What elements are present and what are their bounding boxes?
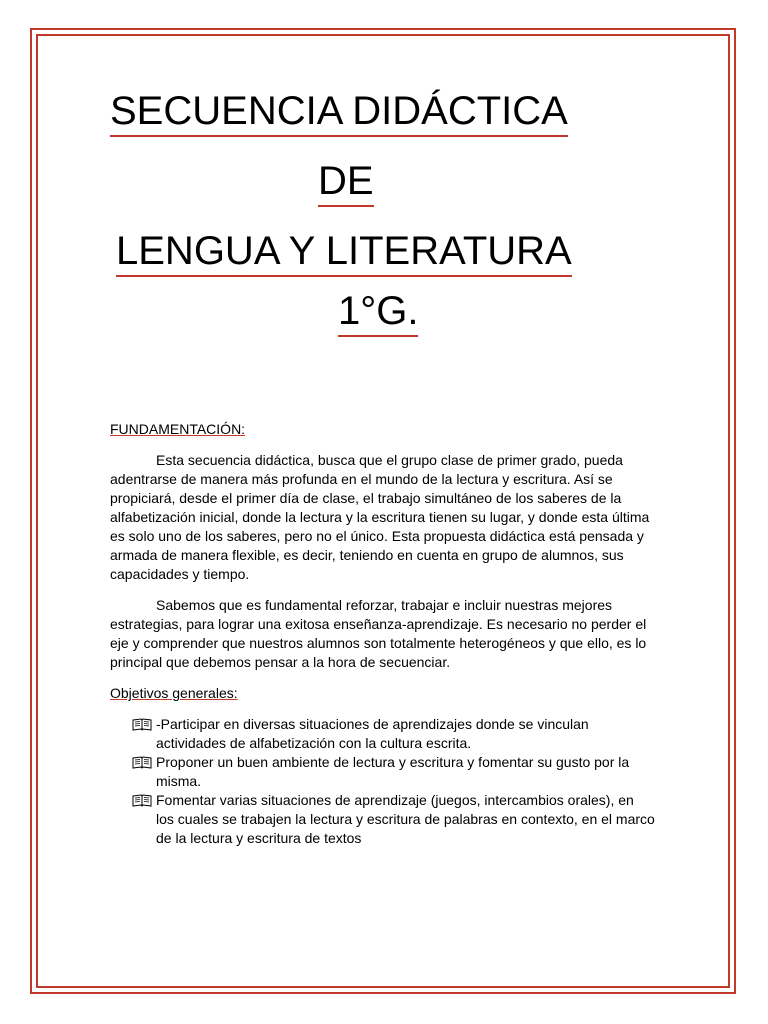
objetivo-item: [132, 753, 655, 791]
title-text-1: SECUENCIA DIDÁCTICA: [110, 89, 568, 137]
objetivos-heading: Objetivos generales:: [110, 685, 238, 701]
title-text-3: LENGUA Y LITERATURA: [116, 229, 572, 277]
objetivo-text: Proponer un buen ambiente de lectura y escritura y fomentar su gusto por la misma.: [156, 754, 630, 789]
fundamentacion-paragraph-2: Sabemos que es fundamental reforzar, trabajar e incluir nuestras mejores estrategias, para lograr una exitosa enseñanza-aprendizaje. Es necesario no perder el eje y comprender que nuestros alumnos son totalmente heterogéneos y que ello, es lo principal que debemos pensar a la hora de secuenciar.: [110, 597, 647, 670]
fundamentacion-heading: FUNDAMENTACIÓN:: [110, 421, 246, 437]
title-line-2: [318, 158, 374, 204]
objetivo-item: [132, 791, 655, 848]
title-text-2: DE: [318, 159, 374, 207]
fundamentacion-paragraph-1: Esta secuencia didáctica, busca que el grupo clase de primer grado, pueda adentrarse de manera más profunda en el mundo de la lectura y escritura. Así se propiciará, desde el primer día de clase, el trabajo simultáneo de los saberes de la alfabetización inicial, donde la lectura y la escritura tienen su lugar, y donde esta última es solo uno de los saberes, pero no el único. Esta propuesta didáctica está pensada y armada de manera flexible, es decir, teniendo en cuenta en grupo de alumnos, sus capacidades y tiempo.: [110, 452, 650, 582]
book-icon: [132, 794, 152, 807]
objetivo-text: Fomentar varias situaciones de aprendizaje (juegos, intercambios orales), en los cuales se trabajen la lectura y escritura de palabras en contexto, en el marco de la lectura y escritura de textos: [156, 792, 655, 846]
objetivos-list: [110, 715, 655, 848]
title-text-4: 1°G.: [338, 289, 418, 337]
title-line-4: [338, 288, 418, 334]
book-icon: [132, 718, 152, 731]
objetivo-item: [132, 715, 655, 753]
document-body: [110, 420, 655, 848]
title-line-3: [116, 228, 572, 274]
objetivo-text: -Participar en diversas situaciones de aprendizajes donde se vinculan actividades de alfabetización con la cultura escrita.: [156, 716, 589, 751]
book-icon: [132, 756, 152, 769]
title-line-1: [110, 88, 568, 134]
